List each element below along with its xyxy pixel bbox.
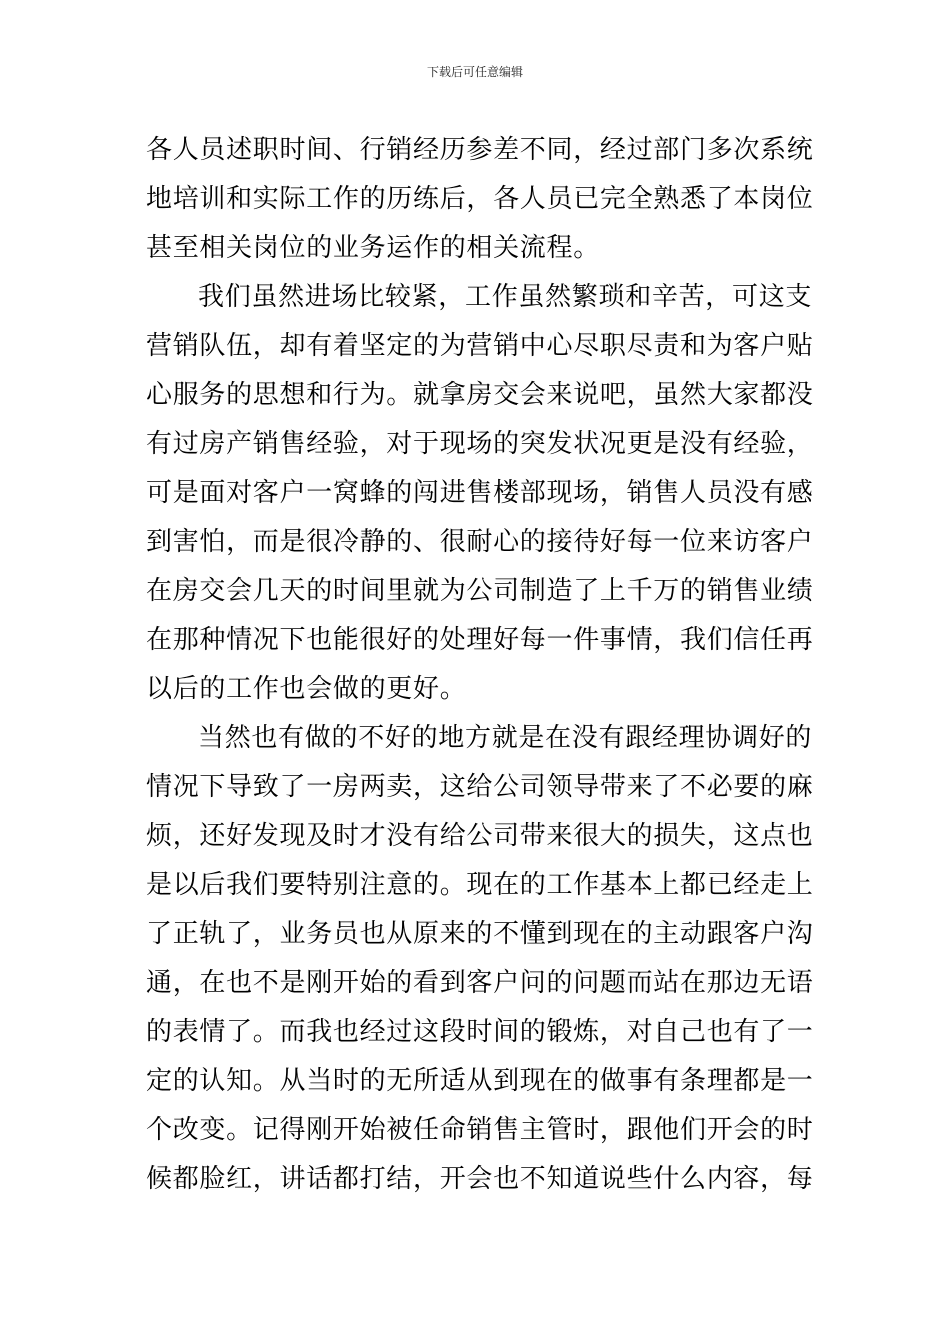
- paragraph-1: [146, 126, 814, 273]
- page-header: 下载后可任意编辑: [426, 65, 523, 79]
- text-line: 候都脸红，讲话都打结，开会也不知道说些什么内容，每: [146, 1164, 814, 1194]
- text-line: 营销队伍，却有着坚定的为营销中心尽职尽责和为客户贴: [146, 331, 814, 361]
- paragraph-3: [146, 714, 814, 1204]
- text-line: 的表情了。而我也经过这段时间的锻炼，对自己也有了一: [146, 1017, 814, 1047]
- text-line: 甚至相关岗位的业务运作的相关流程。: [146, 233, 600, 263]
- text-line: 心服务的思想和行为。就拿房交会来说吧，虽然大家都没: [146, 380, 814, 410]
- text-line: 定的认知。从当时的无所适从到现在的做事有条理都是一: [146, 1066, 814, 1096]
- paragraph-2: [146, 273, 814, 714]
- text-line: 烦，还好发现及时才没有给公司带来很大的损失，这点也: [146, 821, 814, 851]
- text-line: 情况下导致了一房两卖，这给公司领导带来了不必要的麻: [146, 772, 814, 802]
- text-line: 到害怕，而是很冷静的、很耐心的接待好每一位来访客户: [146, 527, 814, 557]
- text-line: 在房交会几天的时间里就为公司制造了上千万的销售业绩: [146, 576, 814, 606]
- text-line: 通，在也不是刚开始的看到客户问的问题而站在那边无语: [146, 968, 814, 998]
- text-line: 个改变。记得刚开始被任命销售主管时，跟他们开会的时: [146, 1115, 814, 1145]
- text-line: 了正轨了，业务员也从原来的不懂到现在的主动跟客户沟: [146, 919, 814, 949]
- text-line: 有过房产销售经验，对于现场的突发状况更是没有经验，: [146, 429, 814, 459]
- text-line: 我们虽然进场比较紧，工作虽然繁琐和辛苦，可这支: [198, 282, 813, 312]
- text-line: 在那种情况下也能很好的处理好每一件事情，我们信任再: [146, 625, 814, 655]
- document-body: [146, 126, 814, 1204]
- text-line: 地培训和实际工作的历练后，各人员已完全熟悉了本岗位: [146, 184, 814, 214]
- text-line: 各人员述职时间、行销经历参差不同，经过部门多次系统: [146, 135, 814, 165]
- text-line: 是以后我们要特别注意的。现在的工作基本上都已经走上: [146, 870, 814, 900]
- text-line: 当然也有做的不好的地方就是在没有跟经理协调好的: [198, 723, 813, 753]
- text-line: 可是面对客户一窝蜂的闯进售楼部现场，销售人员没有感: [146, 478, 814, 508]
- text-line: 以后的工作也会做的更好。: [146, 674, 467, 704]
